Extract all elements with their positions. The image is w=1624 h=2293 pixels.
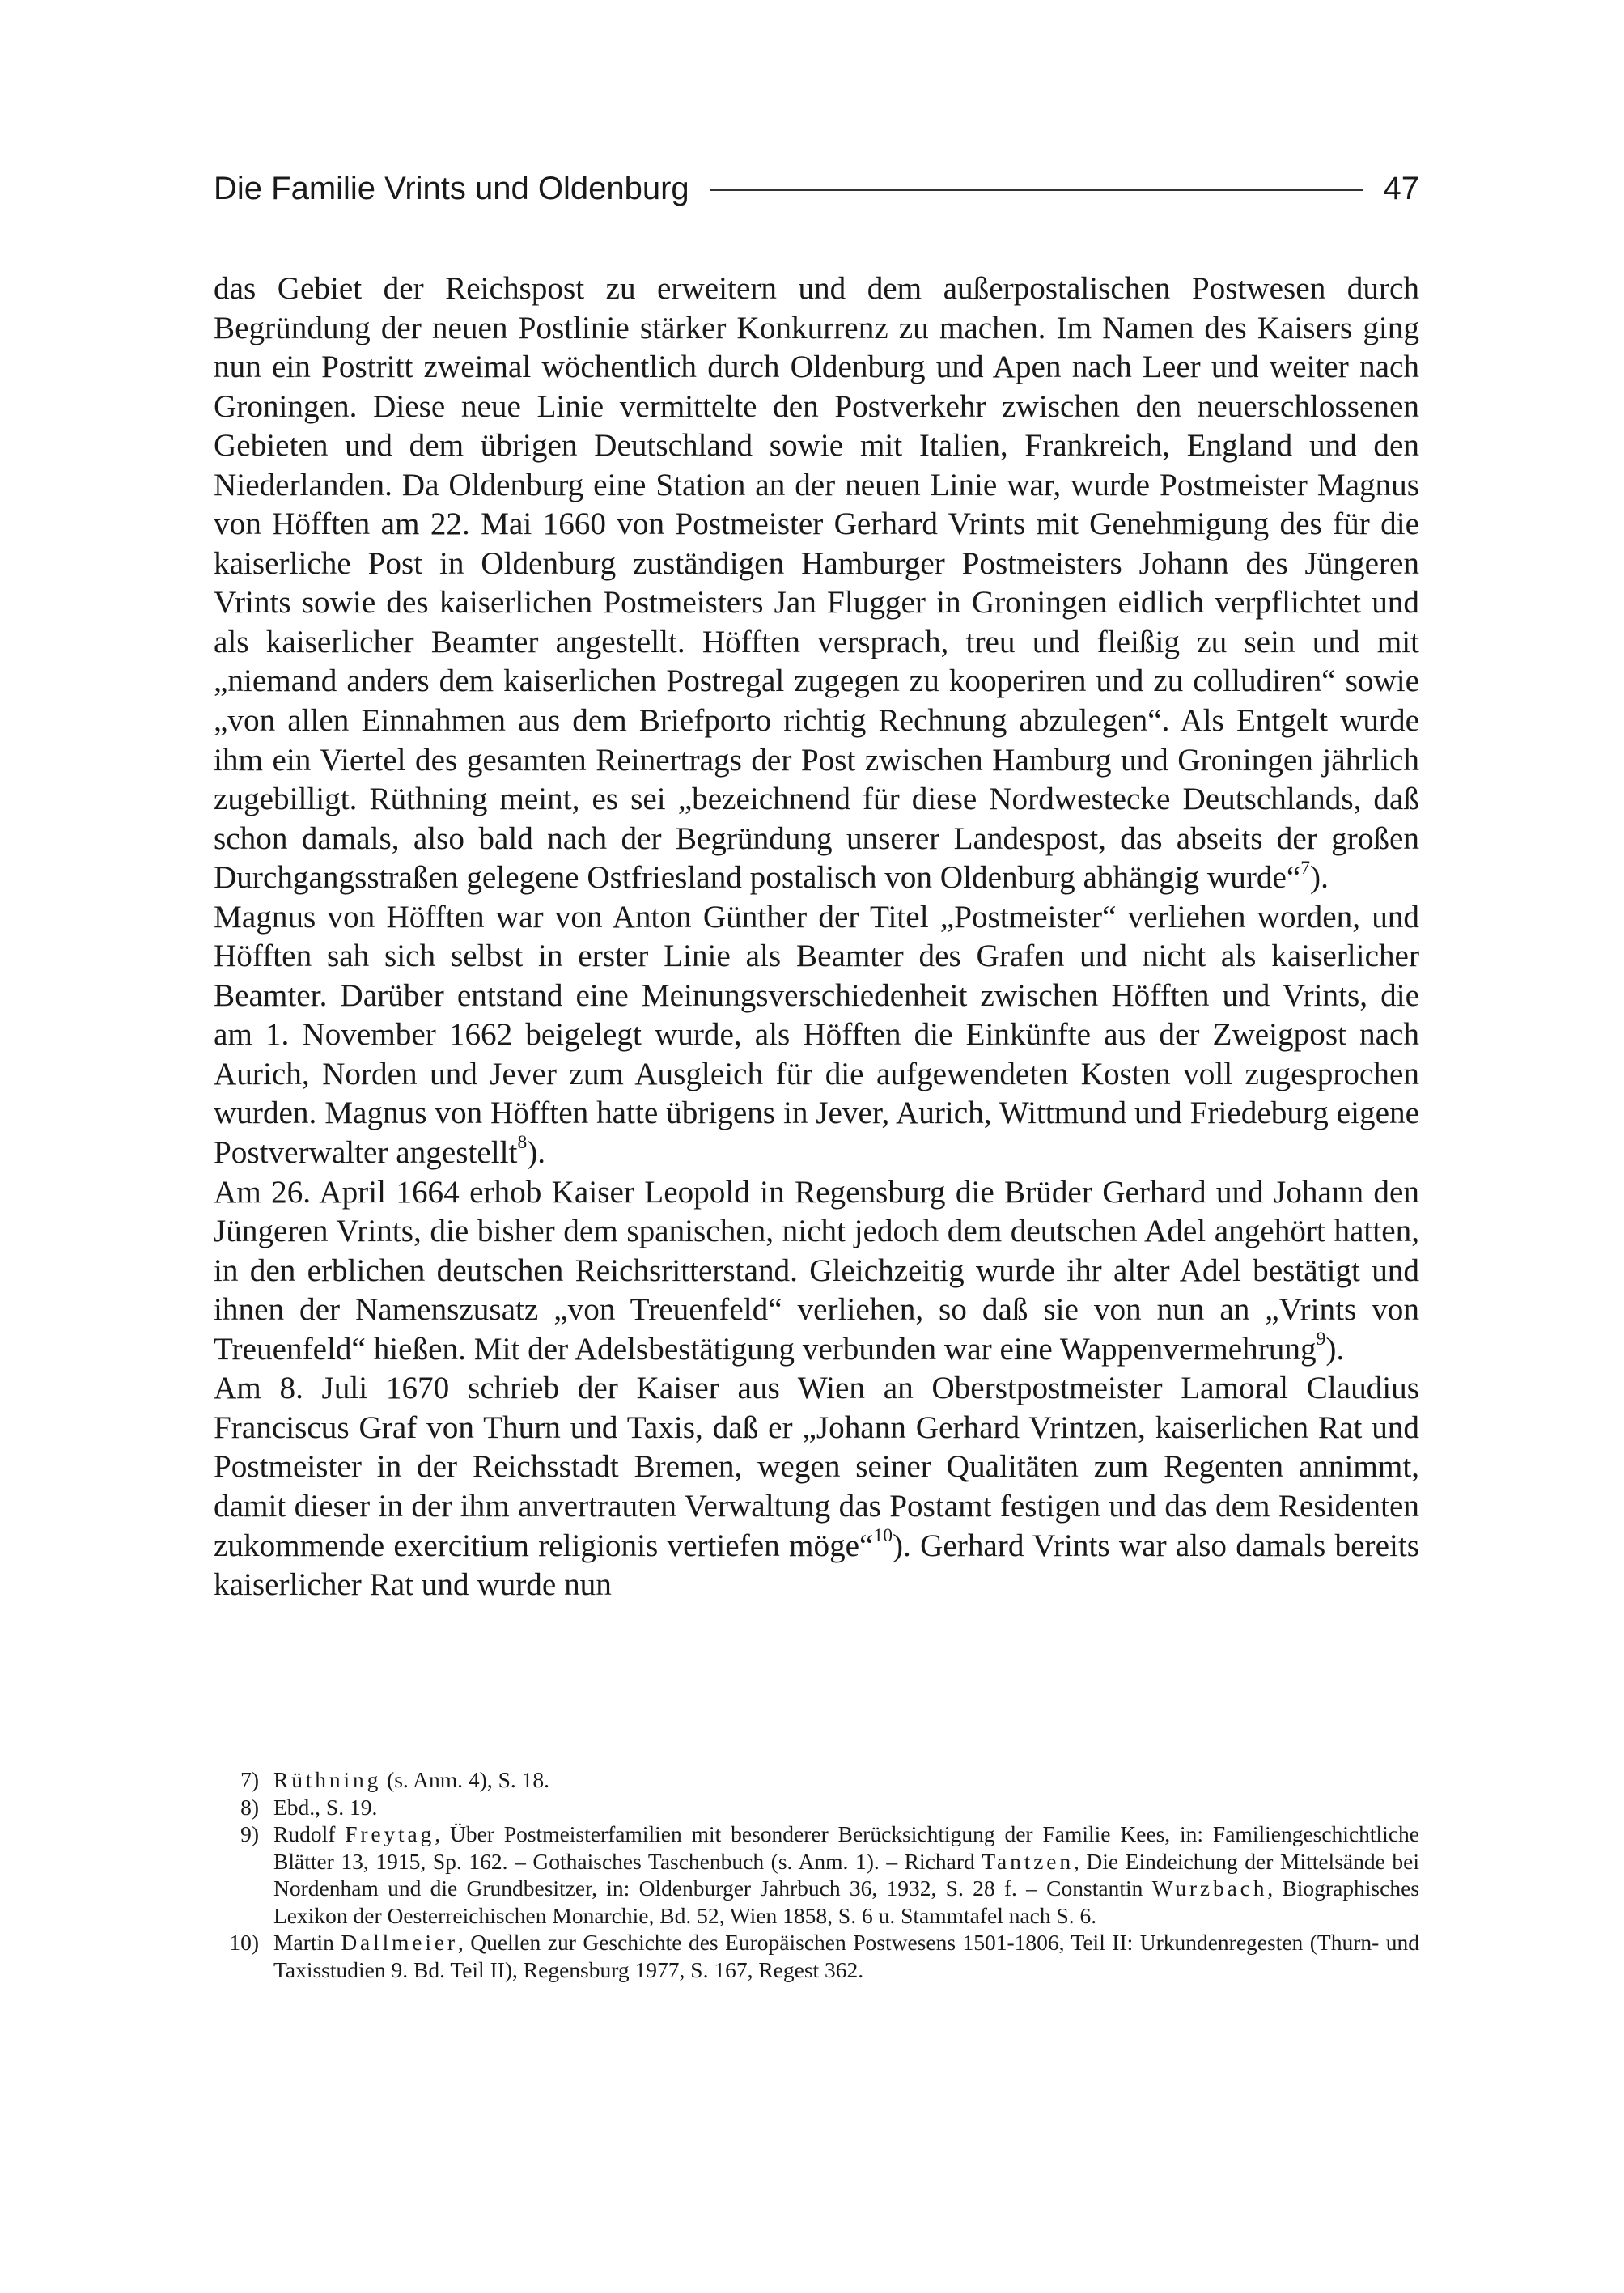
- document-page: [214, 0, 1419, 2293]
- footnote-reference: 10: [873, 1524, 893, 1546]
- footnote-number: 9): [240, 1821, 259, 1846]
- page-header: [214, 168, 1419, 209]
- text-run: , Die Eindeichung der Mittelsände bei Nordenham und die Grundbesitzer, in: Oldenburger Jahrbuch 36, 1932, S. 28 f. – Constantin: [273, 1848, 1419, 1901]
- footnote: [214, 1794, 1419, 1821]
- text-run: (s. Anm. 4), S. 18.: [381, 1767, 549, 1792]
- footnote: [214, 1766, 1419, 1794]
- header-rule: [710, 189, 1363, 191]
- footnote-number: 7): [240, 1767, 259, 1792]
- text-run: , Quellen zur Geschichte des Europäischen Postwesens 1501-1806, Teil II: Urkundenregesten (Thurn- und Taxisstudien 9. Bd. Teil II), Regensburg 1977, S. 167, Regest 362.: [273, 1930, 1419, 1982]
- text-run: ).: [1310, 860, 1329, 896]
- footnote-text: [273, 1766, 1419, 1794]
- text-run: Am 26. April 1664 erhob Kaiser Leopold in Regensburg die Brüder Gerhard und Johann den Jüngeren Vrints, die bisher dem spanischen, nicht jedoch dem deutschen Adel angehört hatten, in den erblichen deutschen Reichsritterstand. Gleichzeitig wurde ihr alter Adel bestätigt und ihnen der Namenszusatz „von Treuenfeld“ verliehen, so daß sie von nun an „Vrints von Treuenfeld“ hießen. Mit der Adelsbestätigung verbunden war eine Wappenvermehrung: [214, 1174, 1419, 1367]
- paragraph: [214, 898, 1419, 1173]
- footnote-text: [273, 1820, 1419, 1929]
- text-run: , Über Postmeisterfamilien mit besonderer Berücksichtigung der Familie Kees, in: Familiengeschichtliche Blätter 13, 1915, Sp. 162. – Gothaisches Taschenbuch (s. Anm. 1). – Richard: [273, 1821, 1419, 1874]
- footnote-reference: 7: [1300, 857, 1311, 879]
- footnote-text: [273, 1794, 1419, 1821]
- paragraph: [214, 1369, 1419, 1604]
- author-name: Tantzen: [982, 1848, 1074, 1874]
- footnote: [214, 1820, 1419, 1929]
- text-run: Am 8. Juli 1670 schrieb der Kaiser aus Wien an Oberstpostmeister Lamoral Claudius Franciscus Graf von Thurn und Taxis, daß er „Johann Gerhard Vrintzen, kaiserlichen Rat und Postmeister in der Reichsstadt Bremen, wegen seiner Qualitäten zum Regenten annimmt, damit dieser in der ihm anvertrauten Verwaltung das Postamt festigen und das dem Residenten zukommende exercitium religionis vertiefen möge“: [214, 1371, 1419, 1563]
- footnotes: [214, 1766, 1419, 1983]
- author-name: Dallmeier: [341, 1930, 458, 1955]
- author-name: Rüthning: [273, 1767, 382, 1792]
- text-run: , Biographisches Lexikon der Oesterreichischen Monarchie, Bd. 52, Wien 1858, S. 6 u. Stammtafel nach S. 6.: [273, 1876, 1419, 1928]
- text-run: ).: [1325, 1331, 1345, 1367]
- footnote-number: 8): [240, 1794, 259, 1820]
- text-run: ). Gerhard Vrints war also damals bereits kaiserlicher Rat und wurde nun: [214, 1528, 1419, 1603]
- footnote-reference: 9: [1316, 1329, 1326, 1350]
- text-run: Martin: [273, 1930, 341, 1955]
- footnote: [214, 1929, 1419, 1983]
- text-run: Rudolf: [273, 1821, 346, 1846]
- text-run: Ebd., S. 19.: [273, 1794, 378, 1820]
- body-text: [214, 269, 1419, 1605]
- page-number: 47: [1383, 170, 1419, 206]
- author-name: Wurzbach: [1151, 1876, 1268, 1901]
- footnote-text: [273, 1929, 1419, 1983]
- footnote-number: 10): [229, 1930, 259, 1955]
- text-run: das Gebiet der Reichspost zu erweitern und dem außerpostalischen Postwesen durch Begründung der neuen Postlinie stärker Konkurrenz zu machen. Im Namen des Kaisers ging nun ein Postritt zweimal wöchentlich durch Oldenburg und Apen nach Leer und weiter nach Groningen. Diese neue Linie vermittelte den Postverkehr zwischen den neuerschlossenen Gebieten und dem übrigen Deutschland sowie mit Italien, Frankreich, England und den Niederlanden. Da Oldenburg eine Station an der neuen Linie war, wurde Postmeister Magnus von Höfften am 22. Mai 1660 von Postmeister Gerhard Vrints mit Genehmigung des für die kaiserliche Post in Oldenburg zuständigen Hamburger Postmeisters Johann des Jüngeren Vrints sowie des kaiserlichen Postmeisters Jan Flugger in Groningen eidlich verpflichtet und als kaiserlicher Beamter angestellt. Höfften versprach, treu und fleißig zu sein und mit „niemand anders dem kaiserlichen Postregal zugegen zu kooperiren und zu colludiren“ sowie „von allen Einnahmen aus dem Briefporto richtig Rechnung abzulegen“. Als Entgelt wurde ihm ein Viertel des gesamten Reinertrags der Post zwischen Hamburg und Groningen jährlich zugebilligt. Rüthning meint, es sei „bezeichnend für diese Nordwestecke Deutschlands, daß schon damals, also bald nach der Begründung unserer Landespost, das abseits der großen Durchgangsstraßen gelegene Ostfriesland postalisch von Oldenburg abhängig wurde“: [214, 271, 1419, 896]
- text-run: Magnus von Höfften war von Anton Günther der Titel „Postmeister“ verliehen worden, und Höfften sah sich selbst in erster Linie als Beamter des Grafen und nicht als kaiserlicher Beamter. Darüber entstand eine Meinungsverschiedenheit zwischen Höfften und Vrints, die am 1. November 1662 beigelegt wurde, als Höfften die Einkünfte aus der Zweigpost nach Aurich, Norden und Jever zum Ausgleich für die aufgewendeten Kosten voll zugesprochen wurden. Magnus von Höfften hatte übrigens in Jever, Aurich, Wittmund und Friedeburg eigene Postverwalter angestellt: [214, 899, 1419, 1171]
- paragraph: [214, 269, 1419, 898]
- text-run: ).: [527, 1135, 546, 1171]
- footnote-reference: 8: [517, 1132, 528, 1154]
- running-title: Die Familie Vrints und Oldenburg: [214, 170, 689, 206]
- author-name: Freytag: [345, 1821, 435, 1846]
- paragraph: [214, 1173, 1419, 1370]
